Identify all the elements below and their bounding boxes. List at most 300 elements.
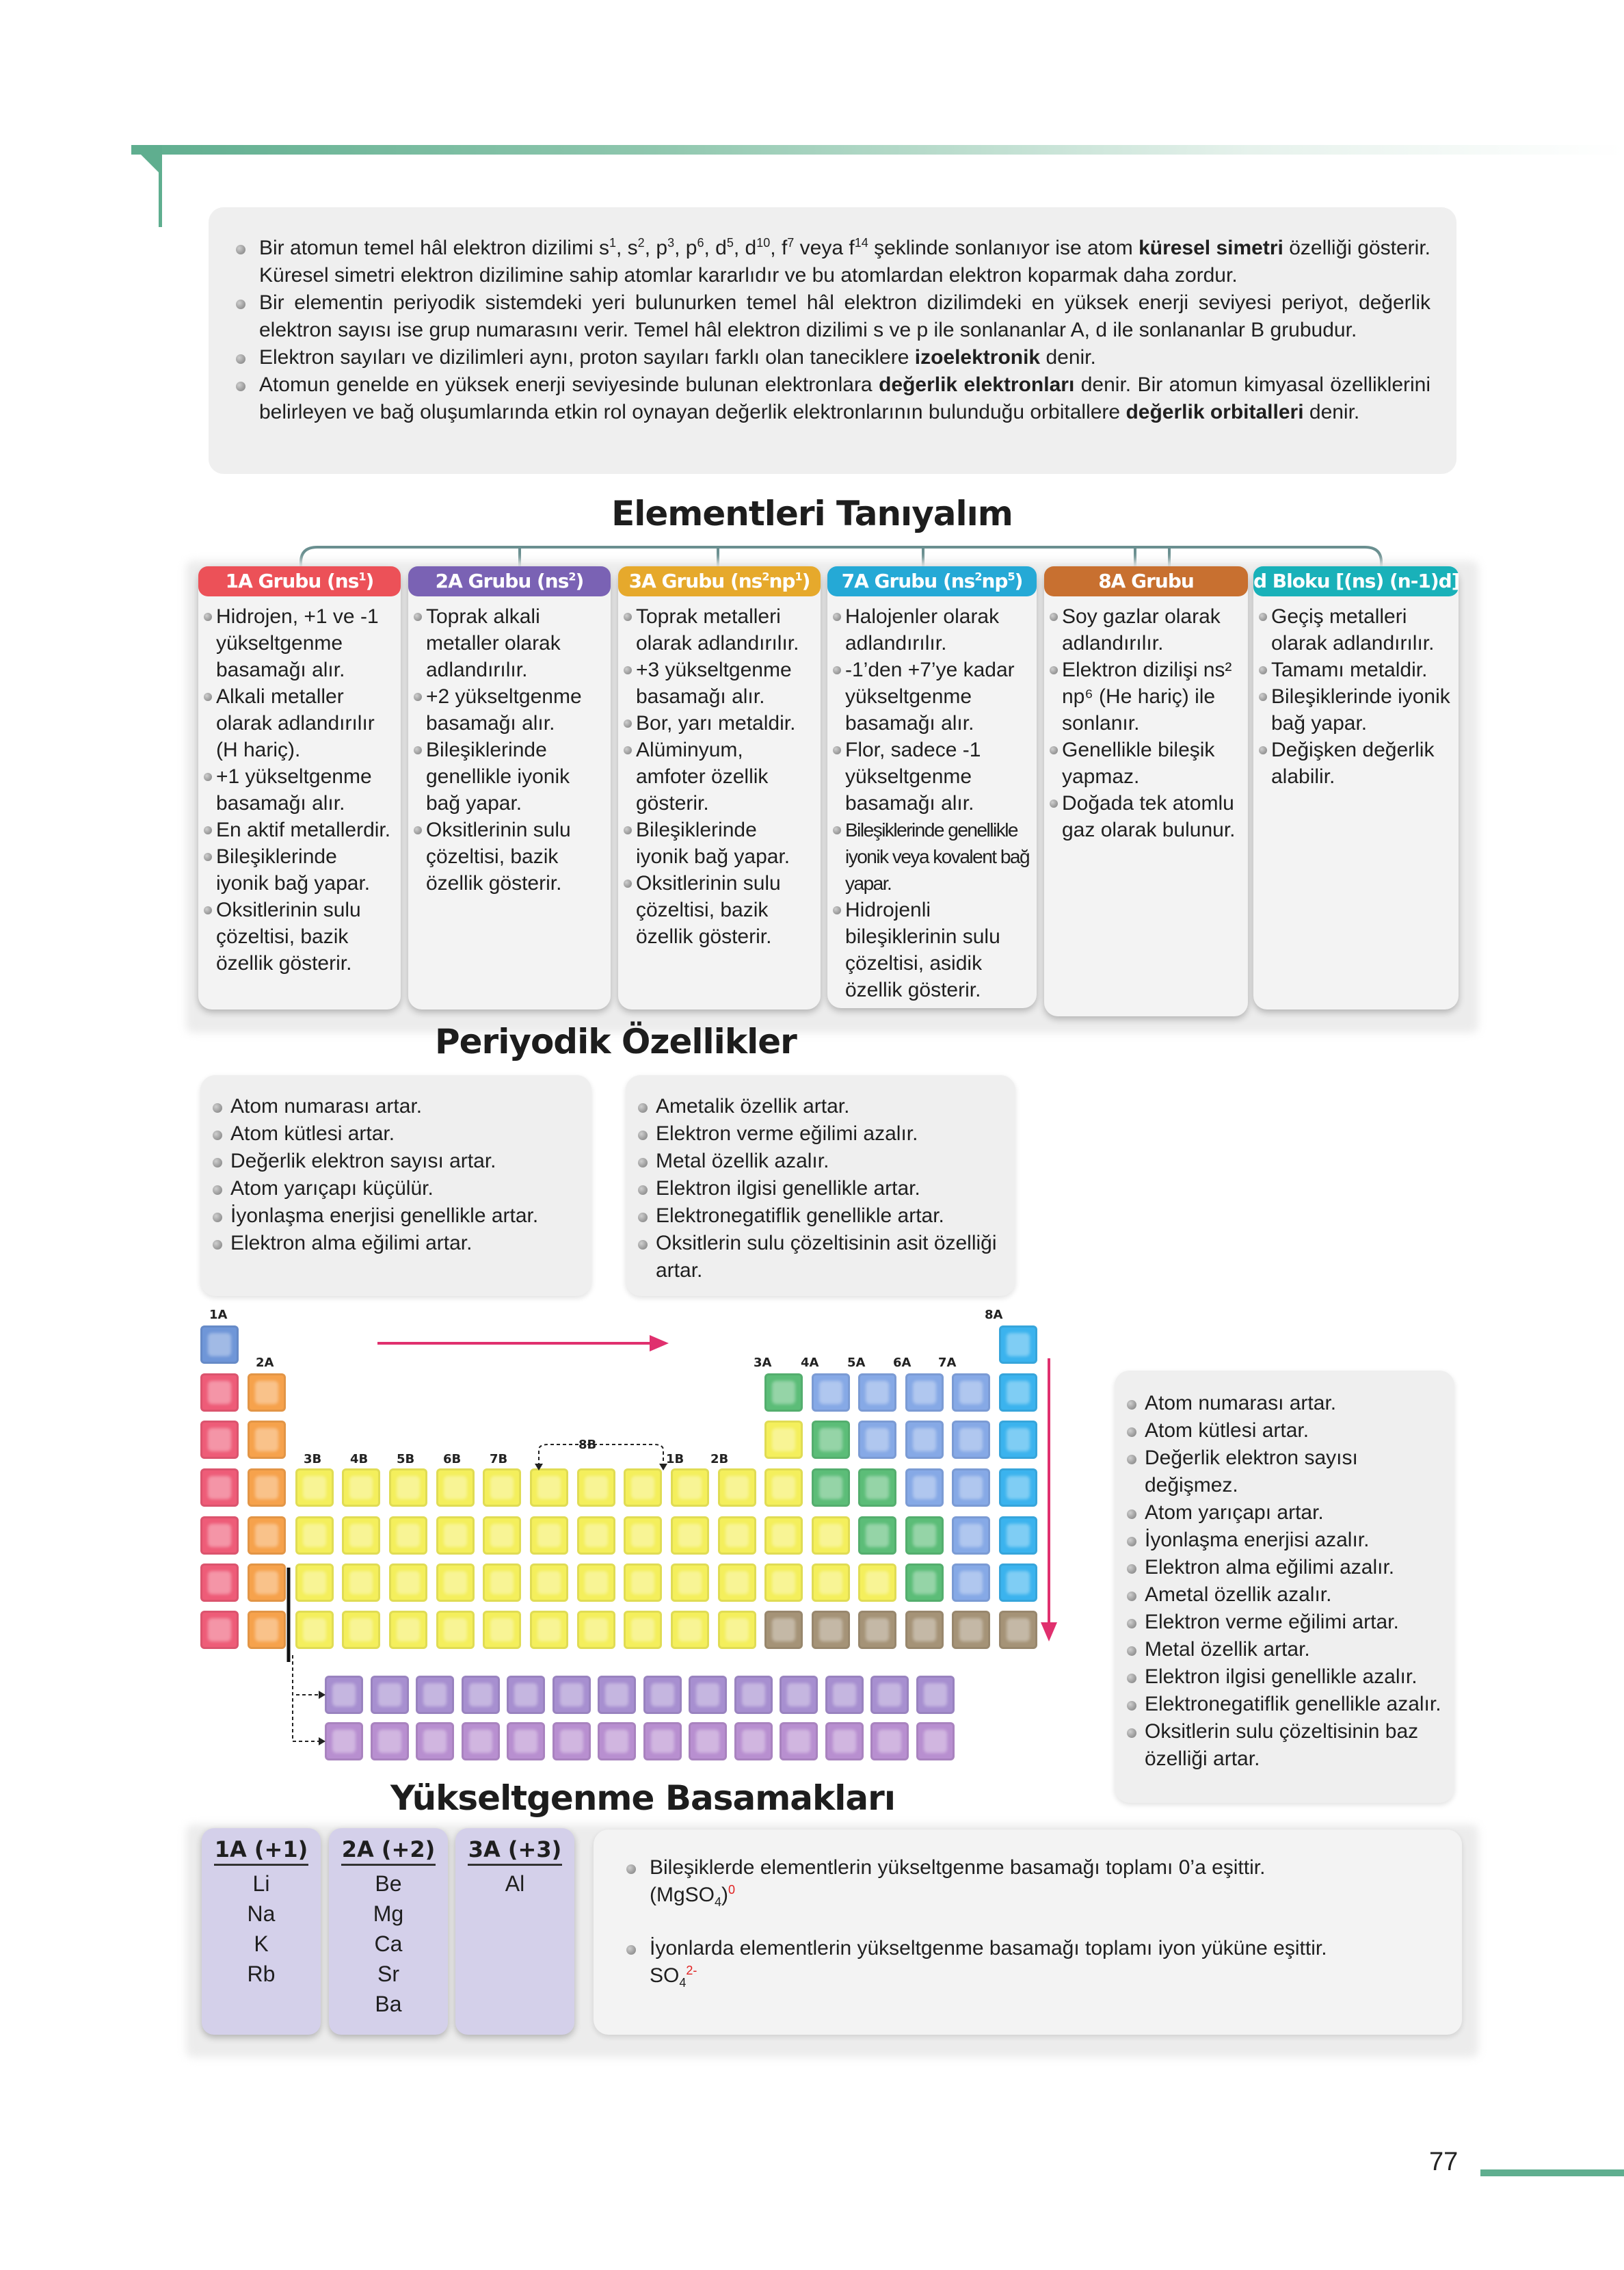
element-cell	[999, 1325, 1037, 1364]
f-block-cell	[825, 1722, 864, 1760]
element-cell	[200, 1468, 239, 1507]
element-cell	[624, 1516, 662, 1555]
f-block-cell	[507, 1676, 545, 1714]
element-symbol: Be	[375, 1871, 402, 1896]
info-note-4-part: değerlik elektronları	[879, 373, 1075, 396]
element-cell	[999, 1611, 1037, 1649]
f-block-cell	[598, 1722, 636, 1760]
info-note-1-part: , f	[770, 237, 788, 259]
group-item: Doğada tek atomlu gaz olarak bulunur.	[1044, 790, 1241, 843]
info-note-1-part: 14	[854, 236, 868, 250]
element-cell	[718, 1468, 756, 1507]
group-item: Hidrojen, +1 ve -1 yükseltgenme basamağı alır.	[198, 603, 394, 683]
element-cell	[248, 1421, 286, 1459]
oxidation-card-2	[329, 1828, 448, 2035]
element-cell	[671, 1611, 709, 1649]
info-note-1-part: 10	[756, 236, 771, 250]
group-card-5	[1044, 566, 1248, 1016]
info-note-4	[224, 371, 1430, 426]
group-card-6	[1253, 566, 1459, 1009]
group-item: Oksitlerinin sulu çözeltisi, bazik özellik gösterir.	[198, 897, 394, 977]
group-header-text: 2	[762, 570, 769, 583]
element-cell	[905, 1468, 944, 1507]
group-label-2a: 2A	[256, 1356, 274, 1370]
group-item: Genellikle bileşik yapmaz.	[1044, 737, 1241, 790]
mgso4-formula	[650, 1883, 736, 1909]
mgso4-sup: 0	[728, 1883, 736, 1897]
element-cell	[812, 1373, 850, 1412]
f-block-cell	[371, 1722, 409, 1760]
element-symbol: Ba	[375, 1992, 402, 2016]
element-symbol: Na	[247, 1901, 276, 1926]
horizontal-trend-arrow	[376, 1331, 670, 1356]
element-cell	[530, 1468, 568, 1507]
left_box-item: Atom numarası artar.	[200, 1093, 585, 1120]
side_box-item: Elektron ilgisi genellikle azalır.	[1115, 1663, 1449, 1691]
group-items-3	[618, 596, 821, 957]
group-card-4	[827, 566, 1037, 1008]
element-cell	[858, 1373, 896, 1412]
element-cell	[764, 1468, 803, 1507]
element-symbol: Sr	[377, 1962, 399, 1986]
element-cell	[342, 1611, 380, 1649]
element-cell	[483, 1468, 521, 1507]
left_box-item: Değerlik elektron sayısı artar.	[200, 1148, 585, 1175]
f-block-cell	[553, 1722, 591, 1760]
oxidation-rules-box	[594, 1830, 1462, 2035]
element-cell	[671, 1468, 709, 1507]
right_box-item: Ametalik özellik artar.	[626, 1093, 1009, 1120]
info-note-3-part: Elektron sayıları ve dizilimleri aynı, proton sayıları farklı olan taneciklere	[259, 346, 915, 369]
side_box-item: Elektronegatiflik genellikle azalır.	[1115, 1691, 1449, 1718]
right_box-item: Elektron ilgisi genellikle artar.	[626, 1175, 1009, 1202]
group-header-5	[1044, 566, 1248, 596]
side_box-item: Elektron verme eğilimi artar.	[1115, 1609, 1449, 1636]
element-cell	[624, 1468, 662, 1507]
f-block-cell	[416, 1676, 454, 1714]
element-cell	[436, 1516, 475, 1555]
info-note-1-part: 2	[637, 236, 645, 250]
element-cell	[952, 1421, 990, 1459]
f-block-cell	[553, 1676, 591, 1714]
element-cell	[624, 1611, 662, 1649]
element-cell	[295, 1516, 334, 1555]
f-block-cell	[325, 1676, 363, 1714]
element-cell	[905, 1563, 944, 1602]
group-label-1b: 1B	[666, 1452, 684, 1466]
group-label-6b: 6B	[443, 1452, 462, 1466]
element-cell	[295, 1468, 334, 1507]
element-cell	[812, 1516, 850, 1555]
so4-formula-a: SO	[650, 1964, 680, 1987]
element-cell	[342, 1516, 380, 1555]
oxidation-card-1	[202, 1828, 321, 2035]
element-cell	[718, 1516, 756, 1555]
group-header-text: np	[981, 570, 1008, 592]
group-header-text: )	[801, 570, 810, 592]
section-title-elements: Elementleri Tanıyalım	[611, 494, 1013, 533]
group-item: Tamamı metaldir.	[1253, 657, 1452, 683]
group-item: +1 yükseltgenme basamağı alır.	[198, 763, 394, 817]
element-symbol: Mg	[373, 1901, 404, 1926]
element-cell	[718, 1611, 756, 1649]
f-block-cell	[462, 1722, 500, 1760]
element-cell	[812, 1563, 850, 1602]
group-item: Değişken değerlik alabilir.	[1253, 737, 1452, 790]
info-note-2-part: Bir elementin periyodik sistemdeki yeri bulunurken temel hâl elektron dizilimdeki en yüksek enerji seviyesi periyot, değerlik elektron sayısı ise grup numarasını verir. Temel hâl elektron dizilimi s ve p ile sonlananlar A, d ile sonlananlar B grubudur.	[259, 291, 1430, 341]
info-note-4-part: değerlik orbitalleri	[1126, 401, 1304, 423]
side_box-item: Oksitlerin sulu çözeltisinin baz özelliği artar.	[1115, 1718, 1449, 1773]
so4-sup: 2-	[686, 1964, 697, 1977]
group-header-text: 2	[568, 570, 576, 583]
top-accent-vertical	[159, 145, 162, 227]
element-cell	[483, 1563, 521, 1602]
vertical-trend-arrow	[1037, 1357, 1061, 1644]
element-cell	[905, 1516, 944, 1555]
element-cell	[389, 1611, 427, 1649]
group-item: +3 yükseltgenme basamağı alır.	[618, 657, 814, 710]
f-block-cell	[916, 1676, 955, 1714]
group-item: Toprak alkali metaller olarak adlandırılır.	[408, 603, 604, 683]
element-symbol: Rb	[247, 1962, 276, 1986]
left_box-item: İyonlaşma enerjisi genellikle artar.	[200, 1202, 585, 1230]
f-block-cell	[462, 1676, 500, 1714]
group-header-text: d Bloku [(ns) (n-1)d]	[1253, 570, 1460, 592]
info-note-1-part: şeklinde sonlanıyor ise atom	[868, 237, 1139, 259]
info-note-3-part: izoelektronik	[914, 346, 1041, 369]
group-label-3b: 3B	[304, 1452, 322, 1466]
info-note-1-part: 3	[667, 236, 675, 250]
element-cell	[200, 1373, 239, 1412]
info-note-4-part: Atomun genelde en yüksek enerji seviyesinde bulunan elektronlara	[259, 373, 879, 396]
group-label-4b: 4B	[350, 1452, 369, 1466]
group-item: -1’den +7’ye kadar yükseltgenme basamağı alır.	[827, 657, 1030, 737]
info-notes-box	[209, 207, 1456, 474]
group-header-4	[827, 566, 1037, 596]
side_box-item: Ametal özellik azalır.	[1115, 1581, 1449, 1609]
info-note-3-part: denir.	[1040, 346, 1096, 369]
element-cell	[436, 1563, 475, 1602]
element-cell	[812, 1421, 850, 1459]
group-header-text: 1	[358, 570, 366, 583]
element-cell	[764, 1373, 803, 1412]
f-block-connector	[280, 1566, 328, 1751]
group-item: Bileşiklerinde iyonik bağ yapar.	[1253, 683, 1452, 737]
group-item: Bileşiklerinde iyonik bağ yapar.	[618, 817, 814, 870]
group-header-text: 1A Grubu (ns	[225, 570, 359, 592]
group-card-3	[618, 566, 821, 1009]
period-trend-box-2	[626, 1075, 1015, 1296]
element-cell	[483, 1611, 521, 1649]
element-cell	[200, 1325, 239, 1364]
element-cell	[764, 1563, 803, 1602]
right_box-item: Elektron verme eğilimi azalır.	[626, 1120, 1009, 1148]
group-item: Flor, sadece -1 yükseltgenme basamağı alır.	[827, 737, 1030, 817]
f-block-cell	[598, 1676, 636, 1714]
f-block-cell	[870, 1676, 909, 1714]
oxidation-rule-1	[614, 1854, 1448, 1909]
side_box-item: Metal özellik artar.	[1115, 1636, 1449, 1663]
side_box-item: Atom numarası artar.	[1115, 1390, 1449, 1417]
element-symbol: K	[254, 1931, 269, 1956]
f-block-cell	[325, 1722, 363, 1760]
oxidation-card-header: 1A (+1)	[214, 1836, 308, 1866]
f-block-cell	[689, 1676, 727, 1714]
f-block-cell	[507, 1722, 545, 1760]
section-title-oxidation: Yükseltgenme Basamakları	[390, 1778, 895, 1818]
top-accent-line	[131, 145, 1624, 155]
group-header-2	[408, 566, 611, 596]
element-cell	[999, 1516, 1037, 1555]
right_box-item: Oksitlerin sulu çözeltisinin asit özelliği artar.	[626, 1230, 1009, 1284]
right_box-item: Elektronegatiflik genellikle artar.	[626, 1202, 1009, 1230]
element-cell	[248, 1373, 286, 1412]
oxidation-rule-2	[614, 1935, 1448, 1990]
group-trend-box	[1115, 1371, 1454, 1803]
info-note-1-part: , s	[615, 237, 638, 259]
group-item: Halojenler olarak adlandırılır.	[827, 603, 1030, 657]
element-cell	[577, 1563, 615, 1602]
section-title-periodic: Periyodik Özellikler	[435, 1022, 797, 1061]
info-note-1-part: küresel simetri	[1139, 237, 1283, 259]
element-cell	[952, 1468, 990, 1507]
group-label-3a: 3A	[754, 1356, 772, 1370]
period-trend-list	[200, 1075, 591, 1257]
group-card-2	[408, 566, 611, 1009]
element-cell	[718, 1563, 756, 1602]
group-item: Bor, yarı metaldir.	[618, 710, 814, 737]
right_box-item: Metal özellik azalır.	[626, 1148, 1009, 1175]
element-cell	[200, 1611, 239, 1649]
group-card-1	[198, 566, 401, 1009]
info-note-2	[224, 289, 1430, 344]
group-header-text: np	[769, 570, 795, 592]
element-cell	[577, 1516, 615, 1555]
oxidation-card-header: 2A (+2)	[341, 1836, 436, 1866]
element-cell	[812, 1611, 850, 1649]
group-item: Toprak metalleri olarak adlandırılır.	[618, 603, 814, 657]
oxidation-rule-1-text: Bileşiklerde elementlerin yükseltgenme basamağı toplamı 0’a eşittir.	[650, 1856, 1266, 1879]
element-cell	[342, 1468, 380, 1507]
element-cell	[389, 1468, 427, 1507]
element-cell	[436, 1468, 475, 1507]
mgso4-formula-b: )	[721, 1884, 729, 1906]
page-number: 77	[1429, 2148, 1459, 2176]
group-item: Bileşiklerinde genellikle iyonik veya kovalent bağ yapar.	[827, 817, 1030, 897]
group-items-5	[1044, 596, 1248, 850]
group-header-text: 3A Grubu (ns	[628, 570, 762, 592]
element-cell	[200, 1563, 239, 1602]
side_box-item: Atom kütlesi artar.	[1115, 1417, 1449, 1444]
f-block-cell	[780, 1722, 818, 1760]
group-header-text: )	[365, 570, 374, 592]
group-label-1a: 1A	[209, 1308, 228, 1322]
f-block-cell	[916, 1722, 955, 1760]
info-note-1-part: 7	[787, 236, 795, 250]
group-header-text: 2	[974, 570, 982, 583]
group-label-2b: 2B	[710, 1452, 729, 1466]
group-header-text: 7A Grubu (ns	[841, 570, 975, 592]
so4-formula	[650, 1964, 697, 1990]
page-number-bar	[1480, 2169, 1624, 2176]
info-note-1-part: 6	[697, 236, 704, 250]
element-cell	[999, 1563, 1037, 1602]
element-symbol: Al	[505, 1871, 525, 1896]
info-note-1	[224, 235, 1430, 289]
element-cell	[200, 1516, 239, 1555]
group-item: +2 yükseltgenme basamağı alır.	[408, 683, 604, 737]
group-label-7a: 7A	[938, 1356, 957, 1370]
group-item: Geçiş metalleri olarak adlandırılır.	[1253, 603, 1452, 657]
group-header-3	[618, 566, 821, 596]
oxidation-rule-2-text: İyonlarda elementlerin yükseltgenme basamağı toplamı iyon yüküne eşittir.	[650, 1937, 1327, 1959]
group-8b-bracket	[533, 1436, 670, 1470]
element-cell	[342, 1563, 380, 1602]
side_box-item: Değerlik elektron sayısı değişmez.	[1115, 1444, 1449, 1499]
element-cell	[530, 1563, 568, 1602]
info-note-1-part: veya f	[794, 237, 855, 259]
element-cell	[577, 1611, 615, 1649]
element-cell	[436, 1611, 475, 1649]
element-cell	[952, 1563, 990, 1602]
left_box-item: Atom yarıçapı küçülür.	[200, 1175, 585, 1202]
left_box-item: Elektron alma eğilimi artar.	[200, 1230, 585, 1257]
mgso4-formula-a: (MgSO	[650, 1884, 715, 1906]
element-cell	[389, 1563, 427, 1602]
element-cell	[764, 1611, 803, 1649]
group-items-2	[408, 596, 611, 903]
info-note-1-part: , d	[704, 237, 727, 259]
so4-sub: 4	[679, 1976, 687, 1990]
f-block-cell	[780, 1676, 818, 1714]
group-header-text: 5	[1007, 570, 1015, 583]
element-cell	[858, 1468, 896, 1507]
element-cell	[530, 1611, 568, 1649]
element-cell	[858, 1611, 896, 1649]
group-items-1	[198, 596, 401, 984]
element-cell	[812, 1468, 850, 1507]
side_box-item: Elektron alma eğilimi azalır.	[1115, 1554, 1449, 1581]
info-note-1-part: , d	[733, 237, 757, 259]
element-cell	[999, 1373, 1037, 1412]
group-label-5b: 5B	[397, 1452, 415, 1466]
element-cell	[952, 1373, 990, 1412]
element-cell	[577, 1468, 615, 1507]
group-trend-list	[1115, 1371, 1454, 1773]
info-note-1-part: , p	[644, 237, 668, 259]
element-cell	[624, 1563, 662, 1602]
element-cell	[999, 1421, 1037, 1459]
group-header-text: 8A Grubu	[1098, 570, 1194, 592]
period-trend-list-2	[626, 1075, 1015, 1284]
element-cell	[764, 1516, 803, 1555]
group-item: Bileşiklerinde iyonik bağ yapar.	[198, 843, 394, 897]
group-item: Soy gazlar olarak adlandırılır.	[1044, 603, 1241, 657]
mgso4-sub: 4	[715, 1895, 722, 1909]
group-header-text: )	[575, 570, 584, 592]
f-block-cell	[734, 1722, 773, 1760]
group-header-text: )	[1014, 570, 1023, 592]
side_box-item: İyonlaşma enerjisi azalır.	[1115, 1527, 1449, 1554]
left_box-item: Atom kütlesi artar.	[200, 1120, 585, 1148]
oxidation-card-header: 3A (+3)	[468, 1836, 562, 1866]
f-block-cell	[416, 1722, 454, 1760]
group-items-4	[827, 596, 1037, 1010]
f-block-cell	[643, 1722, 682, 1760]
element-cell	[389, 1516, 427, 1555]
group-label-7b: 7B	[490, 1452, 508, 1466]
group-item: Alüminyum, amfoter özellik gösterir.	[618, 737, 814, 817]
group-label-4a: 4A	[801, 1356, 819, 1370]
group-label-8a: 8A	[985, 1308, 1003, 1322]
group-item: Elektron dizilişi ns² np⁶ (He hariç) ile sonlanır.	[1044, 657, 1241, 737]
f-block-cell	[825, 1676, 864, 1714]
element-cell	[764, 1421, 803, 1459]
oxidation-card-3	[455, 1828, 574, 2035]
element-cell	[671, 1563, 709, 1602]
group-label-8b: 8B	[578, 1438, 597, 1452]
side_box-item: Atom yarıçapı artar.	[1115, 1499, 1449, 1527]
element-cell	[858, 1421, 896, 1459]
group-items-6	[1253, 596, 1459, 797]
group-header-1	[198, 566, 401, 596]
f-block-cell	[689, 1722, 727, 1760]
element-cell	[483, 1516, 521, 1555]
info-notes-list	[209, 207, 1456, 426]
group-item: Alkali metaller olarak adlandırılır (H hariç).	[198, 683, 394, 763]
info-note-4-part: denir.	[1303, 401, 1360, 423]
group-header-6	[1253, 566, 1459, 596]
top-accent-corner	[131, 145, 161, 175]
element-symbol: Ca	[374, 1931, 403, 1956]
element-cell	[999, 1468, 1037, 1507]
info-note-1-part: 5	[726, 236, 734, 250]
info-note-1-part: 1	[609, 236, 616, 250]
group-header-text: 1	[795, 570, 802, 583]
f-block-cell	[870, 1722, 909, 1760]
info-note-1-part: Bir atomun temel hâl elektron dizilimi s	[259, 237, 609, 259]
period-trend-box	[200, 1075, 591, 1296]
element-cell	[952, 1516, 990, 1555]
element-cell	[858, 1516, 896, 1555]
element-cell	[671, 1516, 709, 1555]
f-block-cell	[734, 1676, 773, 1714]
element-symbol: Li	[252, 1871, 270, 1896]
group-item: En aktif metallerdir.	[198, 817, 394, 843]
group-header-text: 2A Grubu (ns	[435, 570, 569, 592]
group-item: Oksitlerinin sulu çözeltisi, bazik özellik gösterir.	[408, 817, 604, 897]
group-label-5a: 5A	[847, 1356, 866, 1370]
element-cell	[248, 1516, 286, 1555]
info-note-3	[224, 344, 1430, 371]
info-note-1-part: , p	[674, 237, 697, 259]
group-item: Bileşiklerinde genellikle iyonik bağ yapar.	[408, 737, 604, 817]
info-note-1-part: özelliği gösterir. Küresel simetri elektron dizilimine sahip atomlar kararlıdır ve bu atomlardan elektron koparmak daha zordur.	[259, 237, 1431, 287]
f-block-cell	[643, 1676, 682, 1714]
group-item: Hidrojenli bileşiklerinin sulu çözeltisi, asidik özellik gösterir.	[827, 897, 1030, 1003]
element-cell	[248, 1468, 286, 1507]
group-label-6a: 6A	[893, 1356, 911, 1370]
element-cell	[858, 1563, 896, 1602]
element-cell	[905, 1373, 944, 1412]
element-cell	[530, 1516, 568, 1555]
group-item: Oksitlerinin sulu çözeltisi, bazik özellik gösterir.	[618, 870, 814, 950]
f-block-cell	[371, 1676, 409, 1714]
info-note-4-part: denir. Bir atomun kimyasal özelliklerini belirleyen ve bağ oluşumlarında etkin rol oynayan değerlik elektronlarının bulunduğu orbitallere	[259, 373, 1431, 423]
element-cell	[905, 1611, 944, 1649]
element-cell	[905, 1421, 944, 1459]
element-cell	[200, 1421, 239, 1459]
